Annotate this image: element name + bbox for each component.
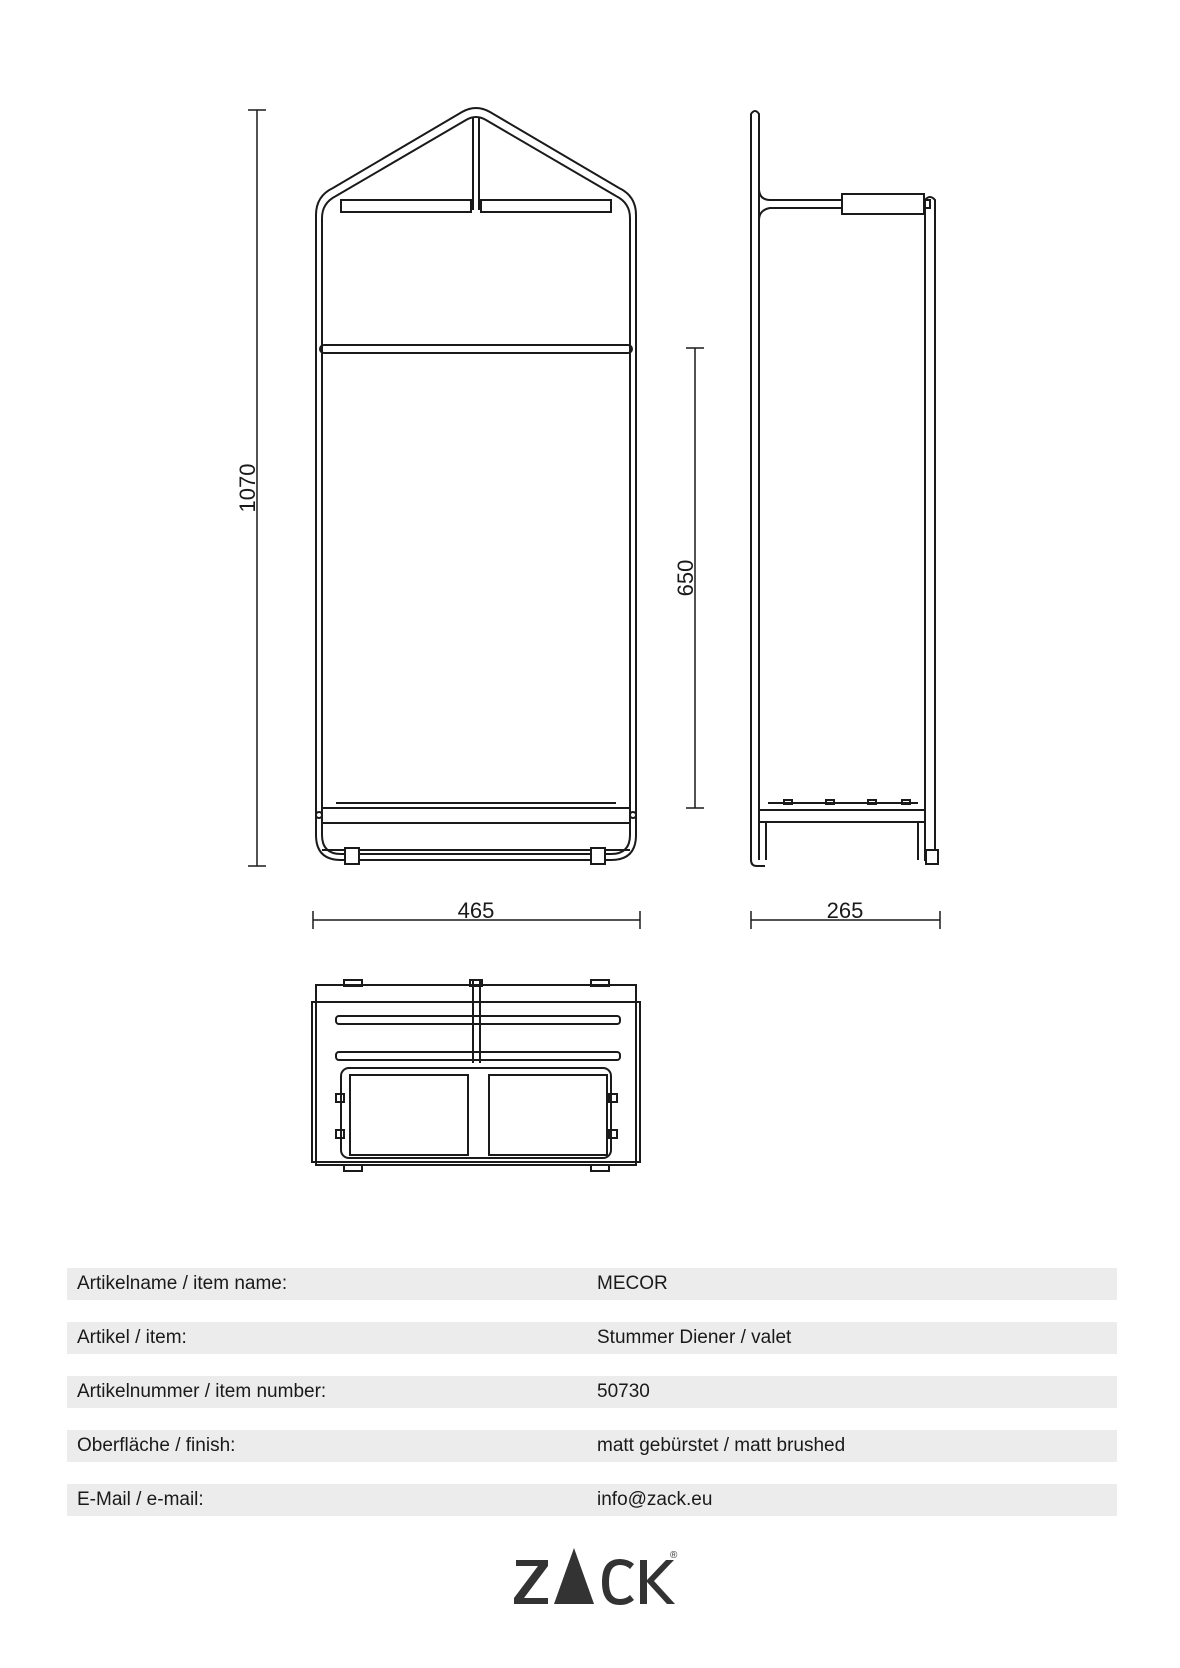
side-shelf: [759, 810, 925, 822]
spec-row-email: [67, 1484, 1117, 1516]
spec-row-number: [67, 1376, 1117, 1408]
front-frame-inner: [322, 117, 630, 854]
side-post-front: [925, 197, 935, 860]
top-view: [312, 980, 640, 1171]
spec-label: Artikel / item:: [77, 1327, 187, 1348]
zack-logo: [510, 1540, 680, 1610]
spec-row-name: [67, 1268, 1117, 1300]
top-view-tray: [341, 1068, 611, 1158]
front-frame-outer: [316, 108, 636, 860]
top-hanger-right: [481, 200, 611, 212]
spec-value: Stummer Diener / valet: [597, 1327, 792, 1348]
spec-label: Oberfläche / finish:: [77, 1435, 236, 1456]
dim-label-total-height: 1070: [235, 463, 260, 513]
dim-label-front-width: 465: [457, 898, 495, 923]
spec-row-finish: [67, 1430, 1117, 1462]
spec-value: MECOR: [597, 1273, 668, 1294]
trouser-bar: [320, 345, 632, 353]
dim-label-rail-height: 650: [673, 559, 698, 597]
top-view-bar-1: [336, 1016, 620, 1024]
top-view-bar-2: [336, 1052, 620, 1060]
spec-label: Artikelname / item name:: [77, 1273, 288, 1294]
side-arm-grip: [842, 194, 924, 214]
foot-left: [345, 848, 359, 864]
foot-right: [591, 848, 605, 864]
spec-value: matt gebürstet / matt brushed: [597, 1435, 846, 1456]
spec-label: Artikelnummer / item number:: [77, 1381, 327, 1402]
side-view: [751, 111, 938, 866]
registered-mark: ®: [670, 1550, 678, 1561]
spec-value: info@zack.eu: [597, 1489, 713, 1510]
spec-value: 50730: [597, 1381, 650, 1402]
spec-row-item: [67, 1322, 1117, 1354]
spec-table: [67, 1268, 1117, 1538]
side-post-back: [751, 111, 759, 860]
dim-label-side-depth: 265: [826, 898, 864, 923]
spec-label: E-Mail / e-mail:: [77, 1489, 204, 1510]
top-hanger-left: [341, 200, 471, 212]
bottom-shelf: [322, 808, 630, 823]
front-view: [316, 108, 636, 864]
